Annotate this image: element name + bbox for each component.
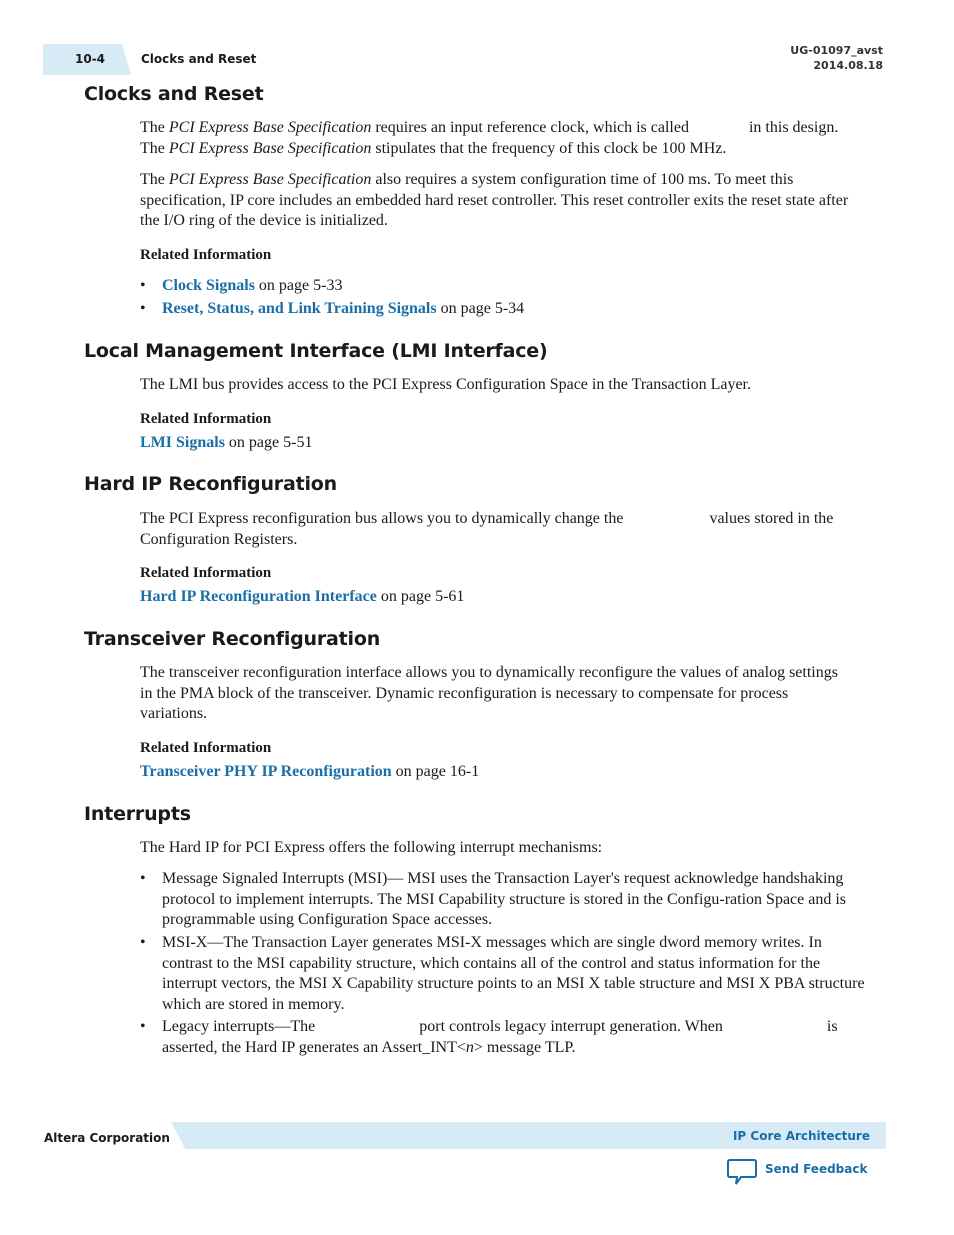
transceiver-related-link: Transceiver PHY IP Reconfiguration on page 16-1 (140, 763, 480, 780)
section-heading-clocks: Clocks and Reset (84, 83, 264, 105)
list-item: • Message Signaled Interrupts (MSI)— MSI uses the Transaction Layer's request acknowledge handshaking protocol to implement interrupts. The MSI Capability structure is stored in the Configu-ration Space and is programmable using Configuration Space accesses. (140, 869, 867, 931)
lmi-related-link: LMI Signals on page 5-51 (140, 434, 313, 451)
list-item: • MSI-X—The Transaction Layer generates MSI-X messages which are single dword memory writes. In contrast to the MSI capability structure, which contains all of the control and status information for the interrupt vectors, the MSI X Capability structure points to an MSI X table structure and MSI X PBA structure which are stored in memory. (140, 933, 867, 1016)
interrupts-intro: The Hard IP for PCI Express offers the following interrupt mechanisms: (140, 839, 603, 856)
footer-section-link[interactable]: IP Core Architecture (732, 1129, 870, 1143)
doc-id: UG-01097_avst (790, 44, 883, 57)
hardip-paragraph: The PCI Express reconfiguration bus allows you to dynamically change the values stored in the Configuration Registers. (140, 510, 834, 548)
list-item: • Reset, Status, and Link Training Signals on page 5-34 (140, 299, 892, 320)
list-item: • Legacy interrupts—The port controls legacy interrupt generation. When is asserted, the Hard IP generates an Assert_INT<n> message TLP. (140, 1017, 867, 1058)
link-transceiver-phy[interactable]: Transceiver PHY IP Reconfiguration (140, 763, 392, 780)
send-feedback-link[interactable]: Send Feedback (765, 1162, 868, 1176)
section-heading-interrupts: Interrupts (84, 803, 191, 825)
link-lmi-signals[interactable]: LMI Signals (140, 434, 225, 451)
link-reset-status-signals[interactable]: Reset, Status, and Link Training Signals (162, 300, 437, 317)
list-item: • Clock Signals on page 5-33 (140, 276, 892, 297)
section-heading-lmi: Local Management Interface (LMI Interface) (84, 340, 548, 362)
chapter-title: Clocks and Reset (141, 52, 257, 66)
clocks-paragraph-1: The PCI Express Base Specification requires an input reference clock, which is called in this design. The PCI Express Base Specification stipulates that the frequency of this clock be 100 MHz. (140, 119, 839, 157)
transceiver-paragraph: The transceiver reconfiguration interface allows you to dynamically reconfigure the values of analog settings in the PMA block of the transceiver. Dynamic reconfiguration is necessary to compensate for process variations. (140, 664, 838, 723)
section-heading-transceiver: Transceiver Reconfiguration (84, 628, 381, 650)
footer-company: Altera Corporation (44, 1131, 170, 1145)
section-heading-hardip: Hard IP Reconfiguration (84, 473, 337, 495)
link-hardip-reconfig[interactable]: Hard IP Reconfiguration Interface (140, 588, 377, 605)
related-info-label: Related Information (140, 411, 272, 427)
hardip-related-link: Hard IP Reconfiguration Interface on page 5-61 (140, 588, 465, 605)
related-info-label: Related Information (140, 247, 272, 263)
feedback-icon[interactable] (727, 1158, 757, 1186)
link-clock-signals[interactable]: Clock Signals (162, 277, 255, 294)
page-number: 10-4 (75, 52, 106, 66)
lmi-paragraph: The LMI bus provides access to the PCI Express Configuration Space in the Transaction Layer. (140, 376, 751, 393)
related-info-label: Related Information (140, 565, 272, 581)
doc-date: 2014.08.18 (813, 59, 883, 72)
doc-info (790, 43, 883, 73)
related-info-label: Related Information (140, 740, 272, 756)
clocks-paragraph-2: The PCI Express Base Specification also requires a system configuration time of 100 ms. To meet this specification, IP core includes an embedded hard reset controller. This reset controller exits the reset state after the I/O ring of the device is initialized. (140, 171, 849, 230)
